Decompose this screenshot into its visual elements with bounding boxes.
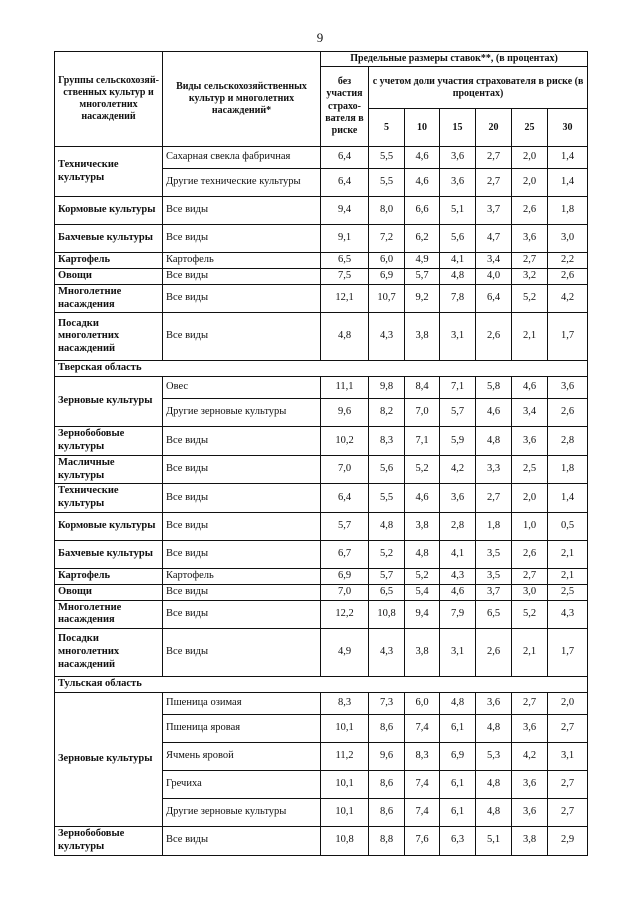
share-level-header: 30	[548, 109, 588, 147]
group-name-cell: Бахчевые культуры	[55, 225, 163, 253]
rate-value-cell: 9,4	[405, 600, 440, 629]
rate-value-cell: 6,6	[405, 197, 440, 225]
rate-value-cell: 10,2	[321, 427, 369, 456]
rate-value-cell: 4,9	[321, 629, 369, 677]
rate-value-cell: 4,2	[440, 455, 476, 484]
rate-value-cell: 5,5	[369, 147, 405, 169]
kind-cell: Все виды	[163, 540, 321, 568]
kind-cell: Картофель	[163, 253, 321, 269]
kind-cell: Все виды	[163, 225, 321, 253]
rate-value-cell: 1,7	[548, 629, 588, 677]
rate-value-cell: 2,8	[548, 427, 588, 456]
rate-value-cell: 4,3	[369, 313, 405, 361]
rate-value-cell: 5,2	[512, 284, 548, 313]
rate-value-cell: 0,5	[548, 512, 588, 540]
rate-value-cell: 4,6	[405, 484, 440, 513]
group-name-cell: Бахчевые культуры	[55, 540, 163, 568]
rate-value-cell: 6,9	[369, 268, 405, 284]
rate-value-cell: 5,9	[440, 427, 476, 456]
rate-value-cell: 2,8	[440, 512, 476, 540]
rate-value-cell: 10,1	[321, 714, 369, 742]
rate-value-cell: 3,7	[476, 584, 512, 600]
table-row	[55, 253, 588, 269]
kind-cell: Все виды	[163, 455, 321, 484]
rate-value-cell: 3,8	[512, 826, 548, 855]
rate-value-cell: 7,4	[405, 714, 440, 742]
rate-value-cell: 6,2	[405, 225, 440, 253]
group-name-cell: Технические культуры	[55, 147, 163, 197]
group-name-cell: Зернобобовые культуры	[55, 826, 163, 855]
rate-value-cell: 6,4	[321, 484, 369, 513]
rate-value-cell: 1,4	[548, 484, 588, 513]
rate-value-cell: 6,1	[440, 714, 476, 742]
kind-cell: Все виды	[163, 826, 321, 855]
table-row	[55, 268, 588, 284]
rate-value-cell: 6,4	[321, 147, 369, 169]
group-column-header: Группы сельскохозяй-ственных культур и многолетних насаждений	[55, 52, 163, 147]
rate-value-cell: 3,6	[476, 692, 512, 714]
rate-value-cell: 9,1	[321, 225, 369, 253]
no-share-column-header: без участия страхо-вателя в риске	[321, 67, 369, 147]
rate-value-cell: 4,8	[476, 770, 512, 798]
rate-value-cell: 3,6	[512, 427, 548, 456]
share-level-header: 15	[440, 109, 476, 147]
rate-value-cell: 2,7	[548, 714, 588, 742]
rate-value-cell: 5,2	[405, 455, 440, 484]
region-row	[55, 361, 588, 377]
kind-cell: Все виды	[163, 484, 321, 513]
rate-value-cell: 12,1	[321, 284, 369, 313]
rate-value-cell: 4,6	[440, 584, 476, 600]
table-row	[55, 313, 588, 361]
rate-value-cell: 12,2	[321, 600, 369, 629]
group-name-cell: Зерновые культуры	[55, 377, 163, 427]
rate-value-cell: 5,4	[405, 584, 440, 600]
group-name-cell: Многолетние насаждения	[55, 284, 163, 313]
rate-value-cell: 2,1	[548, 568, 588, 584]
rate-value-cell: 1,0	[512, 512, 548, 540]
rate-value-cell: 3,1	[548, 742, 588, 770]
rate-value-cell: 4,3	[369, 629, 405, 677]
rate-value-cell: 3,2	[512, 268, 548, 284]
rate-value-cell: 9,6	[369, 742, 405, 770]
rate-value-cell: 9,6	[321, 399, 369, 427]
rate-value-cell: 2,1	[548, 540, 588, 568]
rate-value-cell: 10,1	[321, 770, 369, 798]
table-row	[55, 377, 588, 399]
rate-value-cell: 2,7	[512, 568, 548, 584]
table-row	[55, 284, 588, 313]
rate-value-cell: 6,0	[405, 692, 440, 714]
rate-value-cell: 5,7	[405, 268, 440, 284]
rate-value-cell: 2,0	[548, 692, 588, 714]
rate-value-cell: 4,8	[440, 268, 476, 284]
rate-value-cell: 1,4	[548, 147, 588, 169]
rate-value-cell: 3,8	[405, 512, 440, 540]
group-name-cell: Картофель	[55, 568, 163, 584]
rate-value-cell: 4,8	[405, 540, 440, 568]
rate-value-cell: 6,9	[440, 742, 476, 770]
rate-value-cell: 1,8	[476, 512, 512, 540]
table-row	[55, 629, 588, 677]
kind-cell: Все виды	[163, 427, 321, 456]
rate-value-cell: 3,6	[440, 147, 476, 169]
rate-value-cell: 3,6	[512, 714, 548, 742]
region-title: Тульская область	[55, 677, 588, 693]
rate-value-cell: 6,5	[369, 584, 405, 600]
rate-value-cell: 5,2	[405, 568, 440, 584]
group-name-cell: Масличные культуры	[55, 455, 163, 484]
rate-value-cell: 4,6	[512, 377, 548, 399]
rate-value-cell: 3,6	[512, 798, 548, 826]
rate-value-cell: 7,2	[369, 225, 405, 253]
kind-cell: Пшеница озимая	[163, 692, 321, 714]
table-row	[55, 197, 588, 225]
rate-value-cell: 3,1	[440, 629, 476, 677]
rate-value-cell: 5,5	[369, 169, 405, 197]
rate-value-cell: 2,0	[512, 147, 548, 169]
rate-value-cell: 6,9	[321, 568, 369, 584]
rate-value-cell: 4,0	[476, 268, 512, 284]
table-row	[55, 584, 588, 600]
rate-value-cell: 2,6	[512, 540, 548, 568]
kind-column-header: Виды сельскохозяйственных культур и многолетних насаждений*	[163, 52, 321, 147]
table-row	[55, 826, 588, 855]
group-name-cell: Многолетние насаждения	[55, 600, 163, 629]
group-name-cell: Кормовые культуры	[55, 512, 163, 540]
rate-value-cell: 2,7	[548, 798, 588, 826]
region-row	[55, 677, 588, 693]
kind-cell: Все виды	[163, 313, 321, 361]
group-name-cell: Зернобобовые культуры	[55, 427, 163, 456]
rate-value-cell: 3,4	[512, 399, 548, 427]
page-number: 9	[316, 30, 324, 45]
insurance-rates-table	[54, 51, 588, 856]
rate-value-cell: 7,1	[440, 377, 476, 399]
rate-value-cell: 2,5	[512, 455, 548, 484]
rate-value-cell: 3,5	[476, 540, 512, 568]
rate-value-cell: 8,6	[369, 770, 405, 798]
rate-value-cell: 3,6	[548, 377, 588, 399]
rate-value-cell: 3,8	[405, 629, 440, 677]
table-row	[55, 455, 588, 484]
rate-value-cell: 4,2	[512, 742, 548, 770]
rate-value-cell: 2,1	[512, 313, 548, 361]
kind-cell: Все виды	[163, 268, 321, 284]
rate-value-cell: 3,3	[476, 455, 512, 484]
rate-value-cell: 2,6	[548, 399, 588, 427]
rate-value-cell: 2,6	[548, 268, 588, 284]
rate-value-cell: 8,3	[405, 742, 440, 770]
rate-value-cell: 7,1	[405, 427, 440, 456]
rate-value-cell: 1,4	[548, 169, 588, 197]
rate-value-cell: 2,7	[476, 169, 512, 197]
rate-value-cell: 3,6	[512, 225, 548, 253]
rate-value-cell: 4,8	[440, 692, 476, 714]
rate-value-cell: 8,0	[369, 197, 405, 225]
group-name-cell: Зерновые культуры	[55, 692, 163, 826]
rate-value-cell: 10,8	[321, 826, 369, 855]
kind-cell: Все виды	[163, 584, 321, 600]
rate-value-cell: 1,7	[548, 313, 588, 361]
rate-value-cell: 5,2	[369, 540, 405, 568]
rate-value-cell: 6,3	[440, 826, 476, 855]
table-body	[55, 52, 588, 856]
rate-value-cell: 8,2	[369, 399, 405, 427]
table-row	[55, 692, 588, 714]
rate-value-cell: 4,6	[405, 169, 440, 197]
rate-value-cell: 4,9	[405, 253, 440, 269]
table-row	[55, 540, 588, 568]
rate-value-cell: 9,8	[369, 377, 405, 399]
rate-value-cell: 4,8	[476, 798, 512, 826]
rate-value-cell: 9,4	[321, 197, 369, 225]
rate-value-cell: 7,3	[369, 692, 405, 714]
rate-value-cell: 3,5	[476, 568, 512, 584]
rate-value-cell: 3,6	[512, 770, 548, 798]
rate-value-cell: 2,5	[548, 584, 588, 600]
group-name-cell: Технические культуры	[55, 484, 163, 513]
kind-cell: Другие зерновые культуры	[163, 798, 321, 826]
rate-value-cell: 10,1	[321, 798, 369, 826]
rate-value-cell: 3,7	[476, 197, 512, 225]
rate-value-cell: 2,7	[476, 484, 512, 513]
rate-value-cell: 11,2	[321, 742, 369, 770]
kind-cell: Все виды	[163, 284, 321, 313]
rate-value-cell: 3,0	[512, 584, 548, 600]
rate-value-cell: 3,0	[548, 225, 588, 253]
table-row	[55, 600, 588, 629]
rate-value-cell: 7,0	[321, 455, 369, 484]
kind-cell: Все виды	[163, 600, 321, 629]
header-row-top	[55, 52, 588, 67]
rate-value-cell: 7,4	[405, 798, 440, 826]
share-level-header: 20	[476, 109, 512, 147]
rate-value-cell: 8,3	[369, 427, 405, 456]
rate-value-cell: 6,7	[321, 540, 369, 568]
table-row	[55, 147, 588, 169]
rate-value-cell: 2,2	[548, 253, 588, 269]
rate-value-cell: 2,0	[512, 169, 548, 197]
rate-value-cell: 3,4	[476, 253, 512, 269]
region-title: Тверская область	[55, 361, 588, 377]
rate-value-cell: 4,6	[405, 147, 440, 169]
rate-value-cell: 1,8	[548, 455, 588, 484]
rate-value-cell: 5,1	[440, 197, 476, 225]
group-name-cell: Кормовые культуры	[55, 197, 163, 225]
share-level-header: 10	[405, 109, 440, 147]
rate-value-cell: 2,7	[512, 253, 548, 269]
rate-value-cell: 2,7	[548, 770, 588, 798]
rate-value-cell: 2,9	[548, 826, 588, 855]
group-name-cell: Овощи	[55, 268, 163, 284]
rate-value-cell: 5,3	[476, 742, 512, 770]
rate-value-cell: 4,1	[440, 253, 476, 269]
rate-value-cell: 6,5	[321, 253, 369, 269]
group-name-cell: Посадки многолетних насаждений	[55, 313, 163, 361]
rate-value-cell: 5,8	[476, 377, 512, 399]
kind-cell: Гречиха	[163, 770, 321, 798]
rate-value-cell: 11,1	[321, 377, 369, 399]
rate-value-cell: 2,0	[512, 484, 548, 513]
limits-header: Предельные размеры ставок**, (в процентах)	[321, 52, 588, 67]
rate-value-cell: 7,0	[405, 399, 440, 427]
rate-value-cell: 4,3	[548, 600, 588, 629]
rate-value-cell: 1,8	[548, 197, 588, 225]
rate-value-cell: 9,2	[405, 284, 440, 313]
rate-value-cell: 8,6	[369, 714, 405, 742]
rate-value-cell: 6,5	[476, 600, 512, 629]
rate-value-cell: 5,7	[321, 512, 369, 540]
rate-value-cell: 3,1	[440, 313, 476, 361]
table-row	[55, 427, 588, 456]
rate-value-cell: 2,6	[476, 313, 512, 361]
rate-value-cell: 7,9	[440, 600, 476, 629]
kind-cell: Все виды	[163, 629, 321, 677]
kind-cell: Сахарная свекла фабричная	[163, 147, 321, 169]
rate-value-cell: 5,1	[476, 826, 512, 855]
rate-value-cell: 4,8	[369, 512, 405, 540]
table-row	[55, 512, 588, 540]
rate-value-cell: 6,0	[369, 253, 405, 269]
rate-value-cell: 10,7	[369, 284, 405, 313]
kind-cell: Овес	[163, 377, 321, 399]
rate-value-cell: 7,0	[321, 584, 369, 600]
group-name-cell: Картофель	[55, 253, 163, 269]
kind-cell: Картофель	[163, 568, 321, 584]
rate-value-cell: 4,2	[548, 284, 588, 313]
rate-value-cell: 6,1	[440, 770, 476, 798]
rate-value-cell: 4,8	[476, 714, 512, 742]
rate-value-cell: 4,3	[440, 568, 476, 584]
rate-value-cell: 5,7	[440, 399, 476, 427]
rate-value-cell: 5,6	[440, 225, 476, 253]
rate-value-cell: 4,8	[476, 427, 512, 456]
rate-value-cell: 8,6	[369, 798, 405, 826]
rate-value-cell: 2,1	[512, 629, 548, 677]
rate-value-cell: 4,6	[476, 399, 512, 427]
rate-value-cell: 6,4	[476, 284, 512, 313]
rate-value-cell: 8,8	[369, 826, 405, 855]
rate-value-cell: 3,6	[440, 169, 476, 197]
rate-value-cell: 5,6	[369, 455, 405, 484]
kind-cell: Все виды	[163, 197, 321, 225]
rate-value-cell: 2,6	[476, 629, 512, 677]
rate-value-cell: 10,8	[369, 600, 405, 629]
rate-value-cell: 3,8	[405, 313, 440, 361]
rate-value-cell: 4,7	[476, 225, 512, 253]
rate-value-cell: 2,6	[512, 197, 548, 225]
group-name-cell: Посадки многолетних насаждений	[55, 629, 163, 677]
table-row	[55, 568, 588, 584]
share-header: с учетом доли участия страхователя в риске (в процентах)	[369, 67, 588, 109]
rate-value-cell: 5,2	[512, 600, 548, 629]
rate-value-cell: 7,5	[321, 268, 369, 284]
rate-value-cell: 6,1	[440, 798, 476, 826]
table-row	[55, 484, 588, 513]
rate-value-cell: 2,7	[476, 147, 512, 169]
group-name-cell: Овощи	[55, 584, 163, 600]
table-row	[55, 225, 588, 253]
rate-value-cell: 4,1	[440, 540, 476, 568]
kind-cell: Другие технические культуры	[163, 169, 321, 197]
rate-value-cell: 8,4	[405, 377, 440, 399]
rate-value-cell: 2,7	[512, 692, 548, 714]
share-level-header: 25	[512, 109, 548, 147]
rate-value-cell: 6,4	[321, 169, 369, 197]
kind-cell: Пшеница яровая	[163, 714, 321, 742]
rate-value-cell: 4,8	[321, 313, 369, 361]
rate-value-cell: 5,5	[369, 484, 405, 513]
rate-value-cell: 5,7	[369, 568, 405, 584]
kind-cell: Другие зерновые культуры	[163, 399, 321, 427]
rate-value-cell: 7,4	[405, 770, 440, 798]
rate-value-cell: 3,6	[440, 484, 476, 513]
rate-value-cell: 7,8	[440, 284, 476, 313]
share-level-header: 5	[369, 109, 405, 147]
rate-value-cell: 8,3	[321, 692, 369, 714]
kind-cell: Ячмень яровой	[163, 742, 321, 770]
kind-cell: Все виды	[163, 512, 321, 540]
rate-value-cell: 7,6	[405, 826, 440, 855]
